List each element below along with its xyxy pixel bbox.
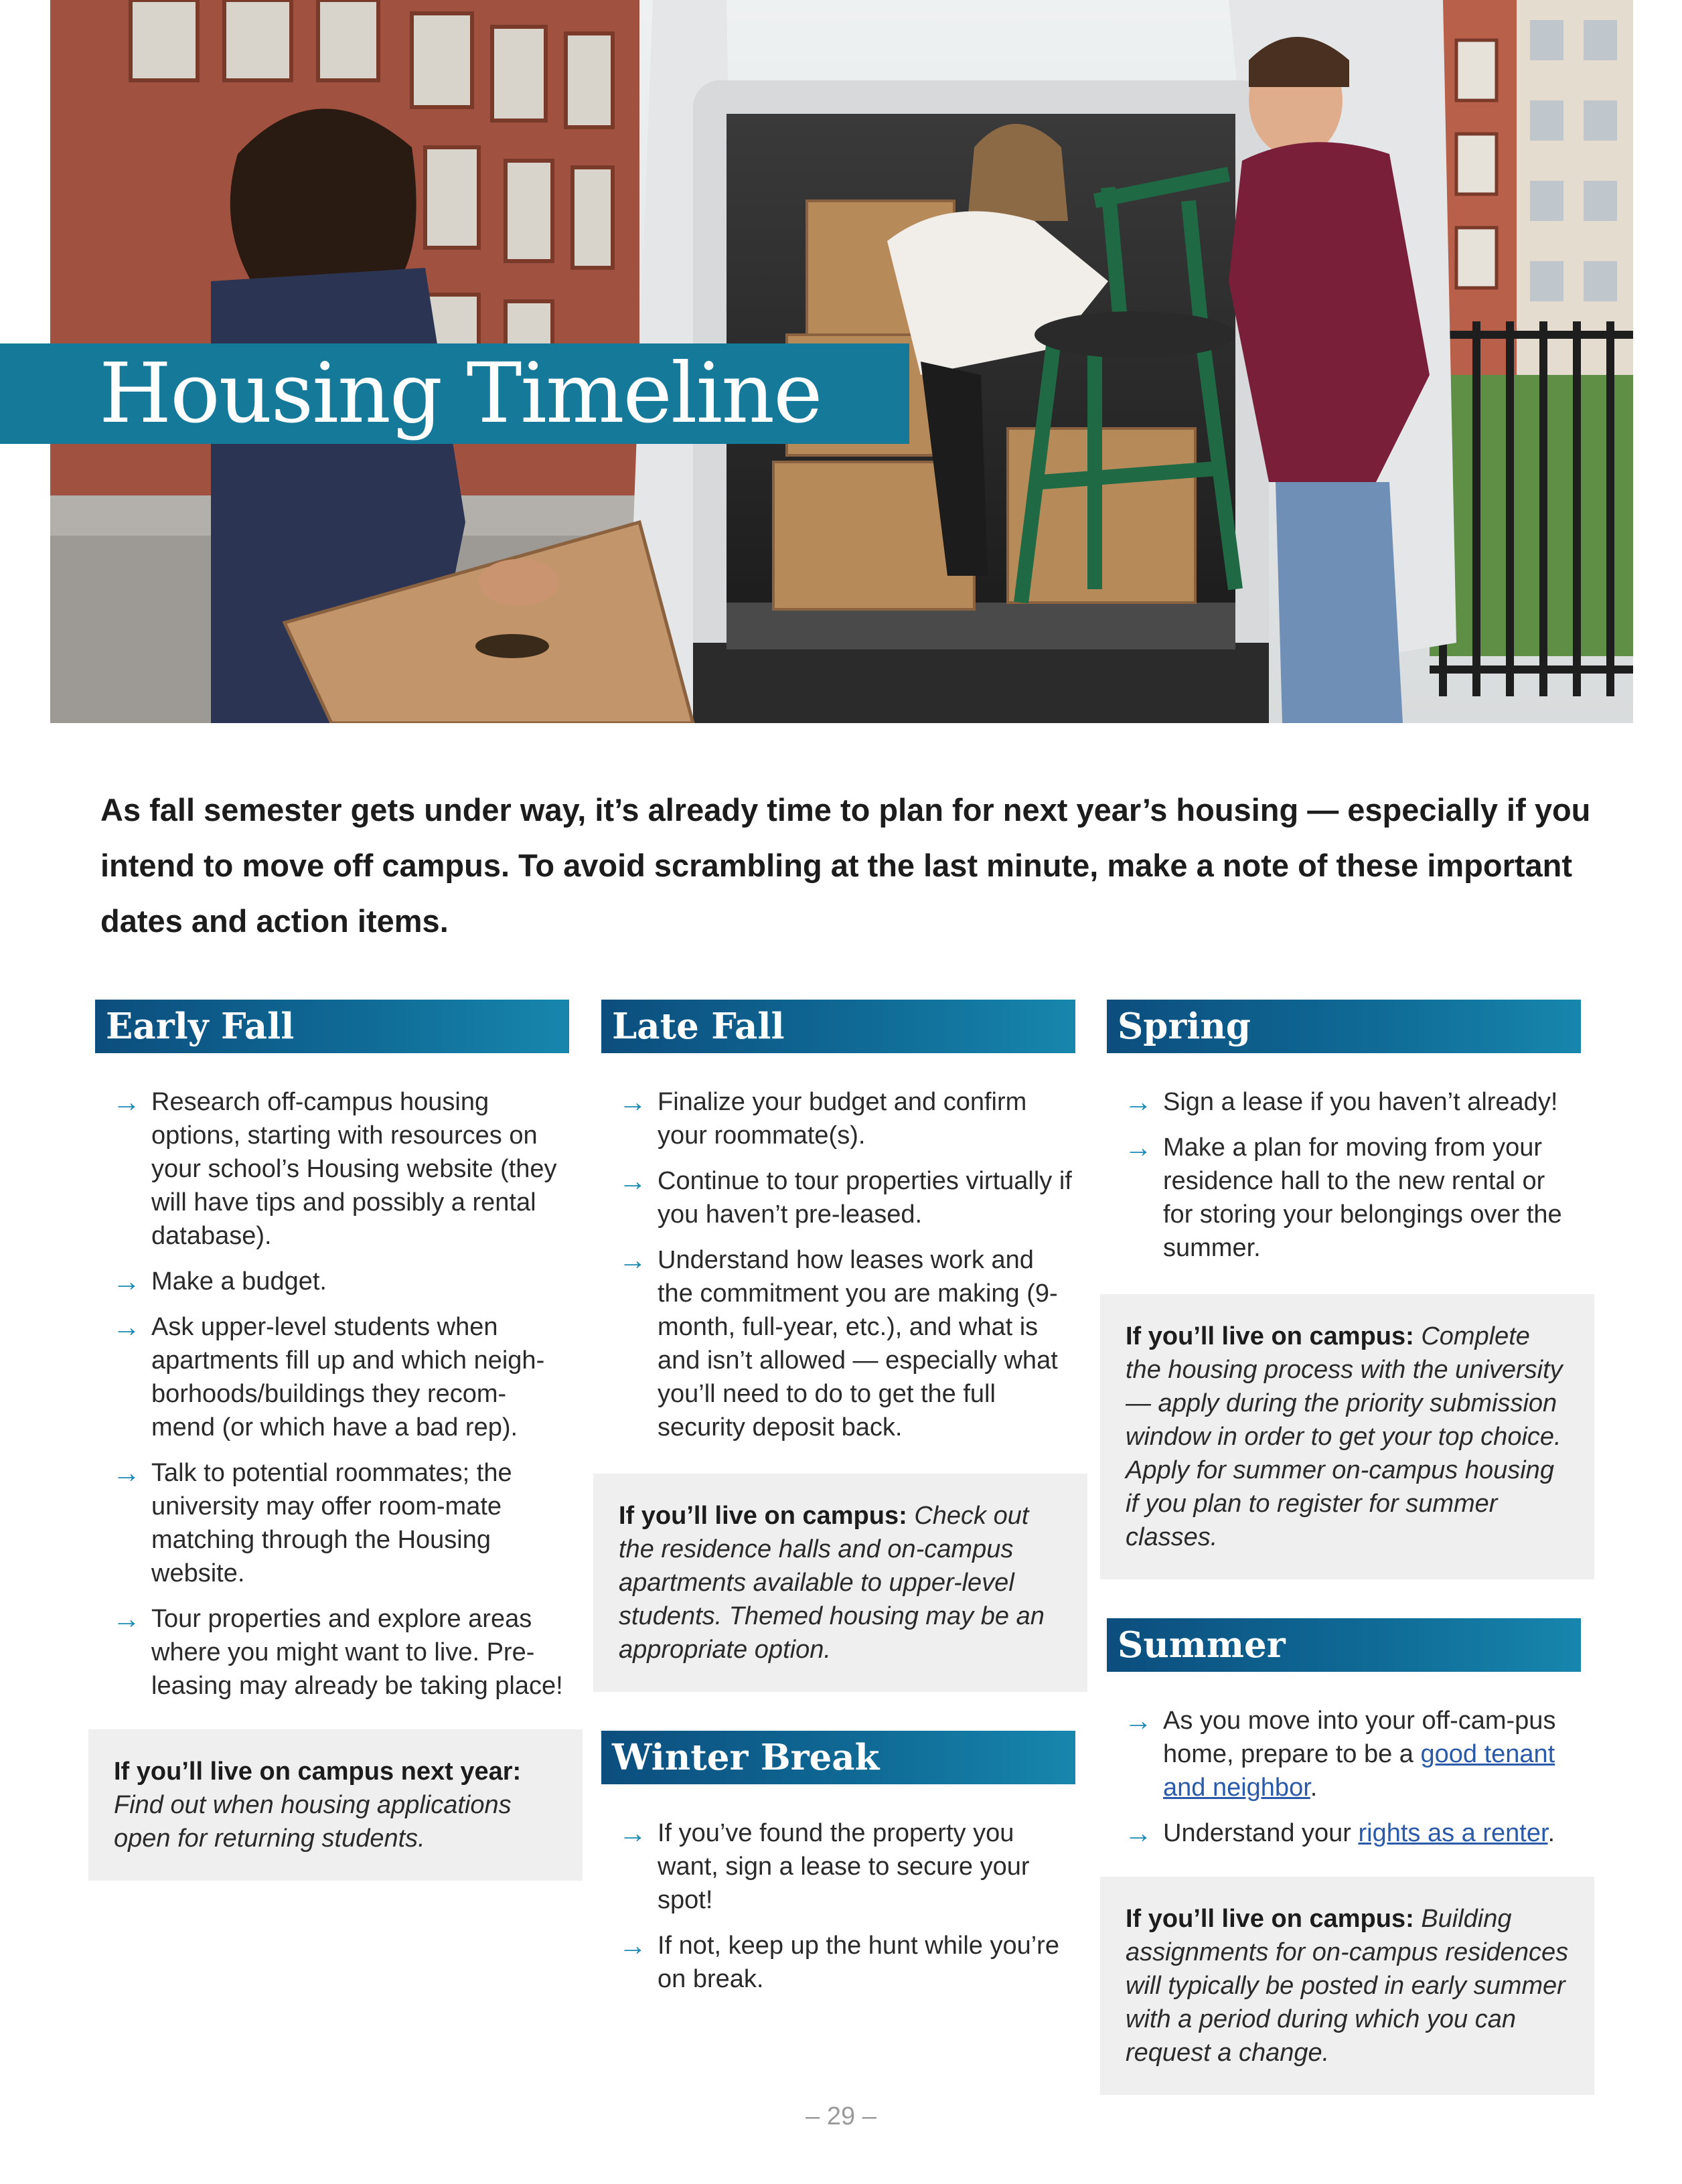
list-item: → Make a plan for moving from your residence hall to the new rental or for storing your belongings over the summer. <box>1107 1131 1581 1265</box>
note-text: Complete the housing process with the university — apply during the priority submission window in order to get your top choice. Apply for summer on-campus housing if you plan to register for summer classes. <box>1126 1322 1563 1551</box>
arrow-right-icon: → <box>1124 1132 1152 1163</box>
note-early-fall <box>88 1729 583 1881</box>
list-item: → Understand how leases work and the commitment you are making (9-month, full-year, etc.), and what is and isn’t allowed — especially what you’ll need to do to get the full security deposit back. <box>601 1243 1075 1444</box>
arrow-right-icon: → <box>619 1817 647 1849</box>
list-item: → If not, keep up the hunt while you’re on break. <box>601 1929 1075 1996</box>
list-item: → Talk to potential roommates; the university may offer room-mate matching through the Housing website. <box>95 1456 569 1590</box>
late-fall-list <box>601 1085 1075 1444</box>
note-text: Find out when housing applications open for returning students. <box>114 1791 512 1853</box>
page-title: Housing Timeline <box>99 345 822 442</box>
note-late-fall <box>593 1474 1087 1692</box>
arrow-right-icon: → <box>1124 1086 1152 1117</box>
list-item: → Understand your rights as a renter. <box>1107 1816 1581 1850</box>
list-item: → Research off-campus housing options, starting with resources on your school’s Housing website (they will have tips and possibly a rental database). <box>95 1085 569 1253</box>
arrow-right-icon: → <box>112 1311 141 1342</box>
column-late-fall <box>601 1000 1075 2008</box>
list-item: → Ask upper-level students when apartments fill up and which neigh-borhoods/buildings they recom-mend (or which have a bad rep). <box>95 1310 569 1444</box>
list-item: → Tour properties and explore areas where you might want to live. Pre-leasing may already be taking place! <box>95 1602 569 1703</box>
arrow-right-icon: → <box>112 1086 141 1117</box>
intro-paragraph: As fall semester gets under way, it’s already time to plan for next year’s housing — especially if you intend to move off campus. To avoid scrambling at the last minute, make a note of these important dates and action items. <box>100 792 1591 939</box>
list-item: → Sign a lease if you haven’t already! <box>1107 1085 1581 1119</box>
arrow-right-icon: → <box>1124 1705 1152 1736</box>
note-summer <box>1100 1877 1594 2095</box>
note-label: If you’ll live on campus: <box>619 1502 907 1530</box>
arrow-right-icon: → <box>619 1930 647 1961</box>
arrow-right-icon: → <box>619 1086 647 1117</box>
column-spring-summer <box>1107 1000 1581 2095</box>
section-heading-summer: Summer <box>1107 1618 1581 1672</box>
note-spring <box>1100 1294 1594 1579</box>
list-item: → If you’ve found the property you want, sign a lease to secure your spot! <box>601 1816 1075 1917</box>
note-text: Building assignments for on-campus residences will typically be posted in early summer with a period during which you can request a change. <box>1126 1905 1569 2067</box>
list-item: → Make a budget. <box>95 1265 569 1298</box>
list-item: → As you move into your off-cam-pus home, prepare to be a good tenant and neighbor. <box>1107 1704 1581 1804</box>
section-heading-spring: Spring <box>1107 1000 1581 1053</box>
list-item: → Finalize your budget and confirm your roommate(s). <box>601 1085 1075 1152</box>
section-heading-winter-break: Winter Break <box>601 1731 1075 1784</box>
note-label: If you’ll live on campus next year: <box>114 1758 522 1786</box>
winter-break-list <box>601 1816 1075 1996</box>
note-text: Check out the residence halls and on-campus apartments available to upper-level students. Themed housing may be an appropriate option. <box>619 1502 1045 1664</box>
arrow-right-icon: → <box>1124 1817 1152 1849</box>
page-number: – 29 – <box>806 2102 876 2130</box>
renter-rights-link[interactable]: rights as a renter <box>1358 1819 1548 1847</box>
note-label: If you’ll live on campus: <box>1126 1905 1414 1933</box>
arrow-right-icon: → <box>619 1244 647 1275</box>
good-tenant-link[interactable]: good tenant and neighbor <box>1163 1740 1555 1802</box>
section-heading-early-fall: Early Fall <box>95 1000 569 1053</box>
spring-list <box>1107 1085 1581 1265</box>
arrow-right-icon: → <box>112 1603 141 1634</box>
early-fall-list <box>95 1085 569 1703</box>
arrow-right-icon: → <box>619 1165 647 1196</box>
arrow-right-icon: → <box>112 1265 141 1297</box>
list-item: → Continue to tour properties virtually if you haven’t pre-leased. <box>601 1164 1075 1231</box>
section-heading-late-fall: Late Fall <box>601 1000 1075 1053</box>
note-label: If you’ll live on campus: <box>1126 1322 1414 1350</box>
summer-list <box>1107 1704 1581 1850</box>
column-early-fall <box>95 1000 569 1881</box>
arrow-right-icon: → <box>112 1457 141 1488</box>
